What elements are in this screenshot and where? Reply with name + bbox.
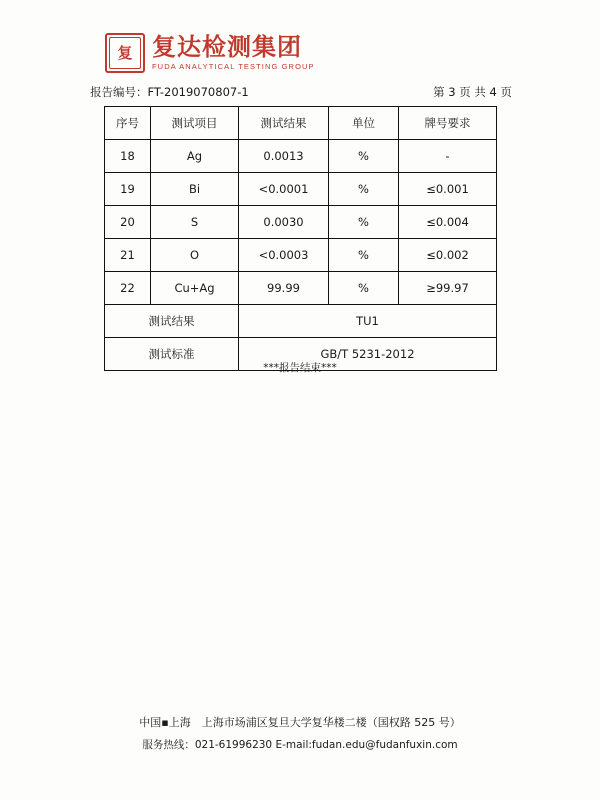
seal-icon bbox=[105, 33, 145, 73]
seal-icon-glyph: 复 bbox=[109, 37, 141, 69]
cell-no: 22 bbox=[105, 272, 151, 305]
cell-result: <0.0003 bbox=[239, 239, 329, 272]
column-header-item: 测试项目 bbox=[151, 107, 239, 140]
table-row bbox=[105, 239, 497, 272]
cell-item: Cu+Ag bbox=[151, 272, 239, 305]
cell-item: Ag bbox=[151, 140, 239, 173]
summary-label-result: 测试结果 bbox=[105, 305, 239, 338]
cell-result: 0.0030 bbox=[239, 206, 329, 239]
cell-requirement: ≤0.001 bbox=[399, 173, 497, 206]
table-row bbox=[105, 173, 497, 206]
cell-requirement: ≤0.002 bbox=[399, 239, 497, 272]
cell-item: O bbox=[151, 239, 239, 272]
table-header-row bbox=[105, 107, 497, 140]
company-logo bbox=[105, 33, 315, 73]
cell-no: 19 bbox=[105, 173, 151, 206]
cell-unit: % bbox=[329, 239, 399, 272]
cell-unit: % bbox=[329, 173, 399, 206]
page-footer bbox=[0, 714, 600, 752]
table-row bbox=[105, 272, 497, 305]
cell-item: Bi bbox=[151, 173, 239, 206]
summary-value-standard: GB/T 5231-2012 bbox=[239, 338, 497, 371]
cell-no: 20 bbox=[105, 206, 151, 239]
summary-label-standard: 测试标准 bbox=[105, 338, 239, 371]
table-row bbox=[105, 140, 497, 173]
cell-requirement: - bbox=[399, 140, 497, 173]
end-of-report-marker: ***报告结束*** bbox=[263, 362, 337, 374]
logo-company-name-en: FUDA ANALYTICAL TESTING GROUP bbox=[152, 62, 315, 72]
cell-no: 18 bbox=[105, 140, 151, 173]
summary-row-result bbox=[105, 305, 497, 338]
cell-unit: % bbox=[329, 206, 399, 239]
footer-address: 中国▪上海 上海市场浦区复旦大学复华楼二楼（国权路 525 号） bbox=[139, 716, 461, 729]
cell-no: 21 bbox=[105, 239, 151, 272]
cell-unit: % bbox=[329, 140, 399, 173]
cell-unit: % bbox=[329, 272, 399, 305]
cell-result: 0.0013 bbox=[239, 140, 329, 173]
table-row bbox=[105, 206, 497, 239]
report-meta-row bbox=[90, 84, 512, 100]
cell-result: 99.99 bbox=[239, 272, 329, 305]
report-number: 报告编号：FT-2019070807-1 bbox=[90, 85, 249, 99]
column-header-no: 序号 bbox=[105, 107, 151, 140]
summary-value-result: TU1 bbox=[239, 305, 497, 338]
cell-requirement: ≤0.004 bbox=[399, 206, 497, 239]
results-table bbox=[104, 106, 497, 371]
logo-text bbox=[152, 32, 315, 72]
cell-requirement: ≥99.97 bbox=[399, 272, 497, 305]
column-header-unit: 单位 bbox=[329, 107, 399, 140]
cell-item: S bbox=[151, 206, 239, 239]
cell-result: <0.0001 bbox=[239, 173, 329, 206]
page-number: 第 3 页 共 4 页 bbox=[433, 85, 512, 99]
footer-contact: 服务热线：021-61996230 E-mail:fudan.edu@fudanfuxin.com bbox=[142, 739, 458, 751]
column-header-result: 测试结果 bbox=[239, 107, 329, 140]
logo-company-name-cn: 复达检测集团 bbox=[152, 32, 302, 61]
column-header-requirement: 牌号要求 bbox=[399, 107, 497, 140]
